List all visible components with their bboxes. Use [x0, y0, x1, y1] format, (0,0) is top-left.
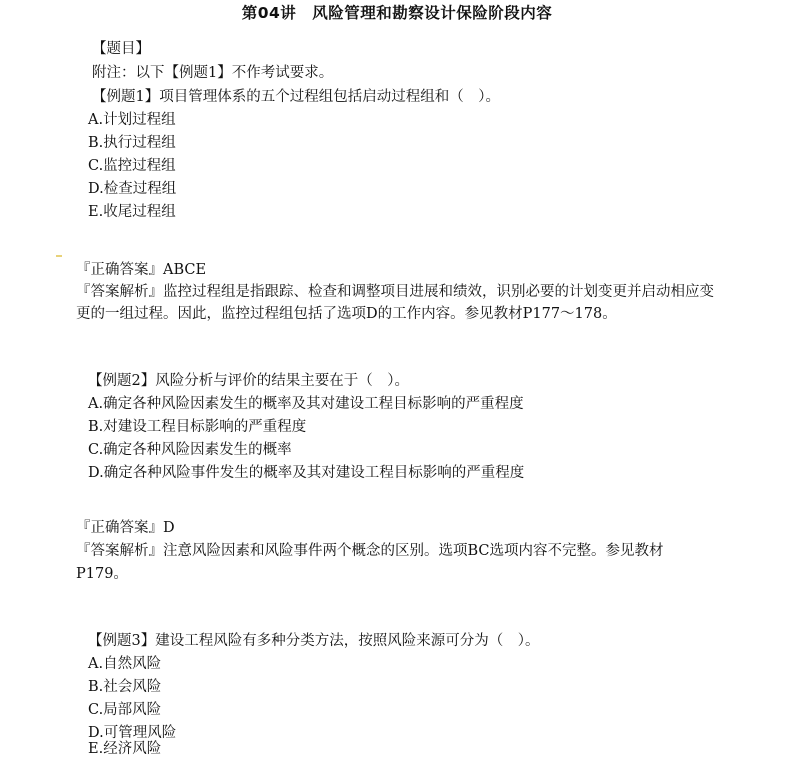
q2-analysis-line-2: P179。 [76, 566, 128, 582]
q2-option-a: A.确定各种风险因素发生的概率及其对建设工程目标影响的严重程度 [88, 396, 524, 412]
topic-heading: 【题目】 [92, 41, 150, 57]
q1-analysis-line-1: 『答案解析』监控过程组是指跟踪、检查和调整项目进展和绩效，识别必要的计划变更并启动相应变 [76, 284, 714, 300]
highlight-mark [56, 255, 62, 257]
q1-analysis-line-2: 更的一组过程。因此，监控过程组包括了选项D的工作内容。参见教材P177～178。 [76, 306, 617, 322]
q3-option-a: A.自然风险 [88, 656, 162, 672]
question-3-text: 【例题3】建设工程风险有多种分类方法，按照风险来源可分为（ ）。 [88, 633, 540, 649]
q3-option-c: C.局部风险 [88, 702, 162, 718]
q1-option-e: E.收尾过程组 [88, 204, 176, 220]
question-1-text: 【例题1】项目管理体系的五个过程组包括启动过程组和（ ）。 [92, 89, 500, 105]
q2-option-d: D.确定各种风险事件发生的概率及其对建设工程目标影响的严重程度 [88, 465, 525, 481]
q2-option-b: B.对建设工程目标影响的严重程度 [88, 419, 307, 435]
q3-option-e: E.经济风险 [88, 741, 162, 757]
q1-option-c: C.监控过程组 [88, 158, 176, 174]
q1-answer: 『正确答案』ABCE [76, 262, 207, 278]
question-2-text: 【例题2】风险分析与评价的结果主要在于（ ）。 [88, 373, 409, 389]
q1-option-b: B.执行过程组 [88, 135, 176, 151]
q2-analysis-line-1: 『答案解析』注意风险因素和风险事件两个概念的区别。选项BC选项内容不完整。参见教材 [76, 543, 664, 559]
q1-option-d: D.检查过程组 [88, 181, 177, 197]
page-title: 第04讲 风险管理和勘察设计保险阶段内容 [241, 4, 553, 22]
q3-option-b: B.社会风险 [88, 679, 162, 695]
q1-option-a: A.计划过程组 [88, 112, 176, 128]
exam-note: 附注：以下【例题1】不作考试要求。 [92, 65, 334, 81]
q2-answer: 『正确答案』D [76, 520, 175, 536]
q2-option-c: C.确定各种风险因素发生的概率 [88, 442, 292, 458]
q3-option-d: D.可管理风险 [88, 725, 177, 741]
